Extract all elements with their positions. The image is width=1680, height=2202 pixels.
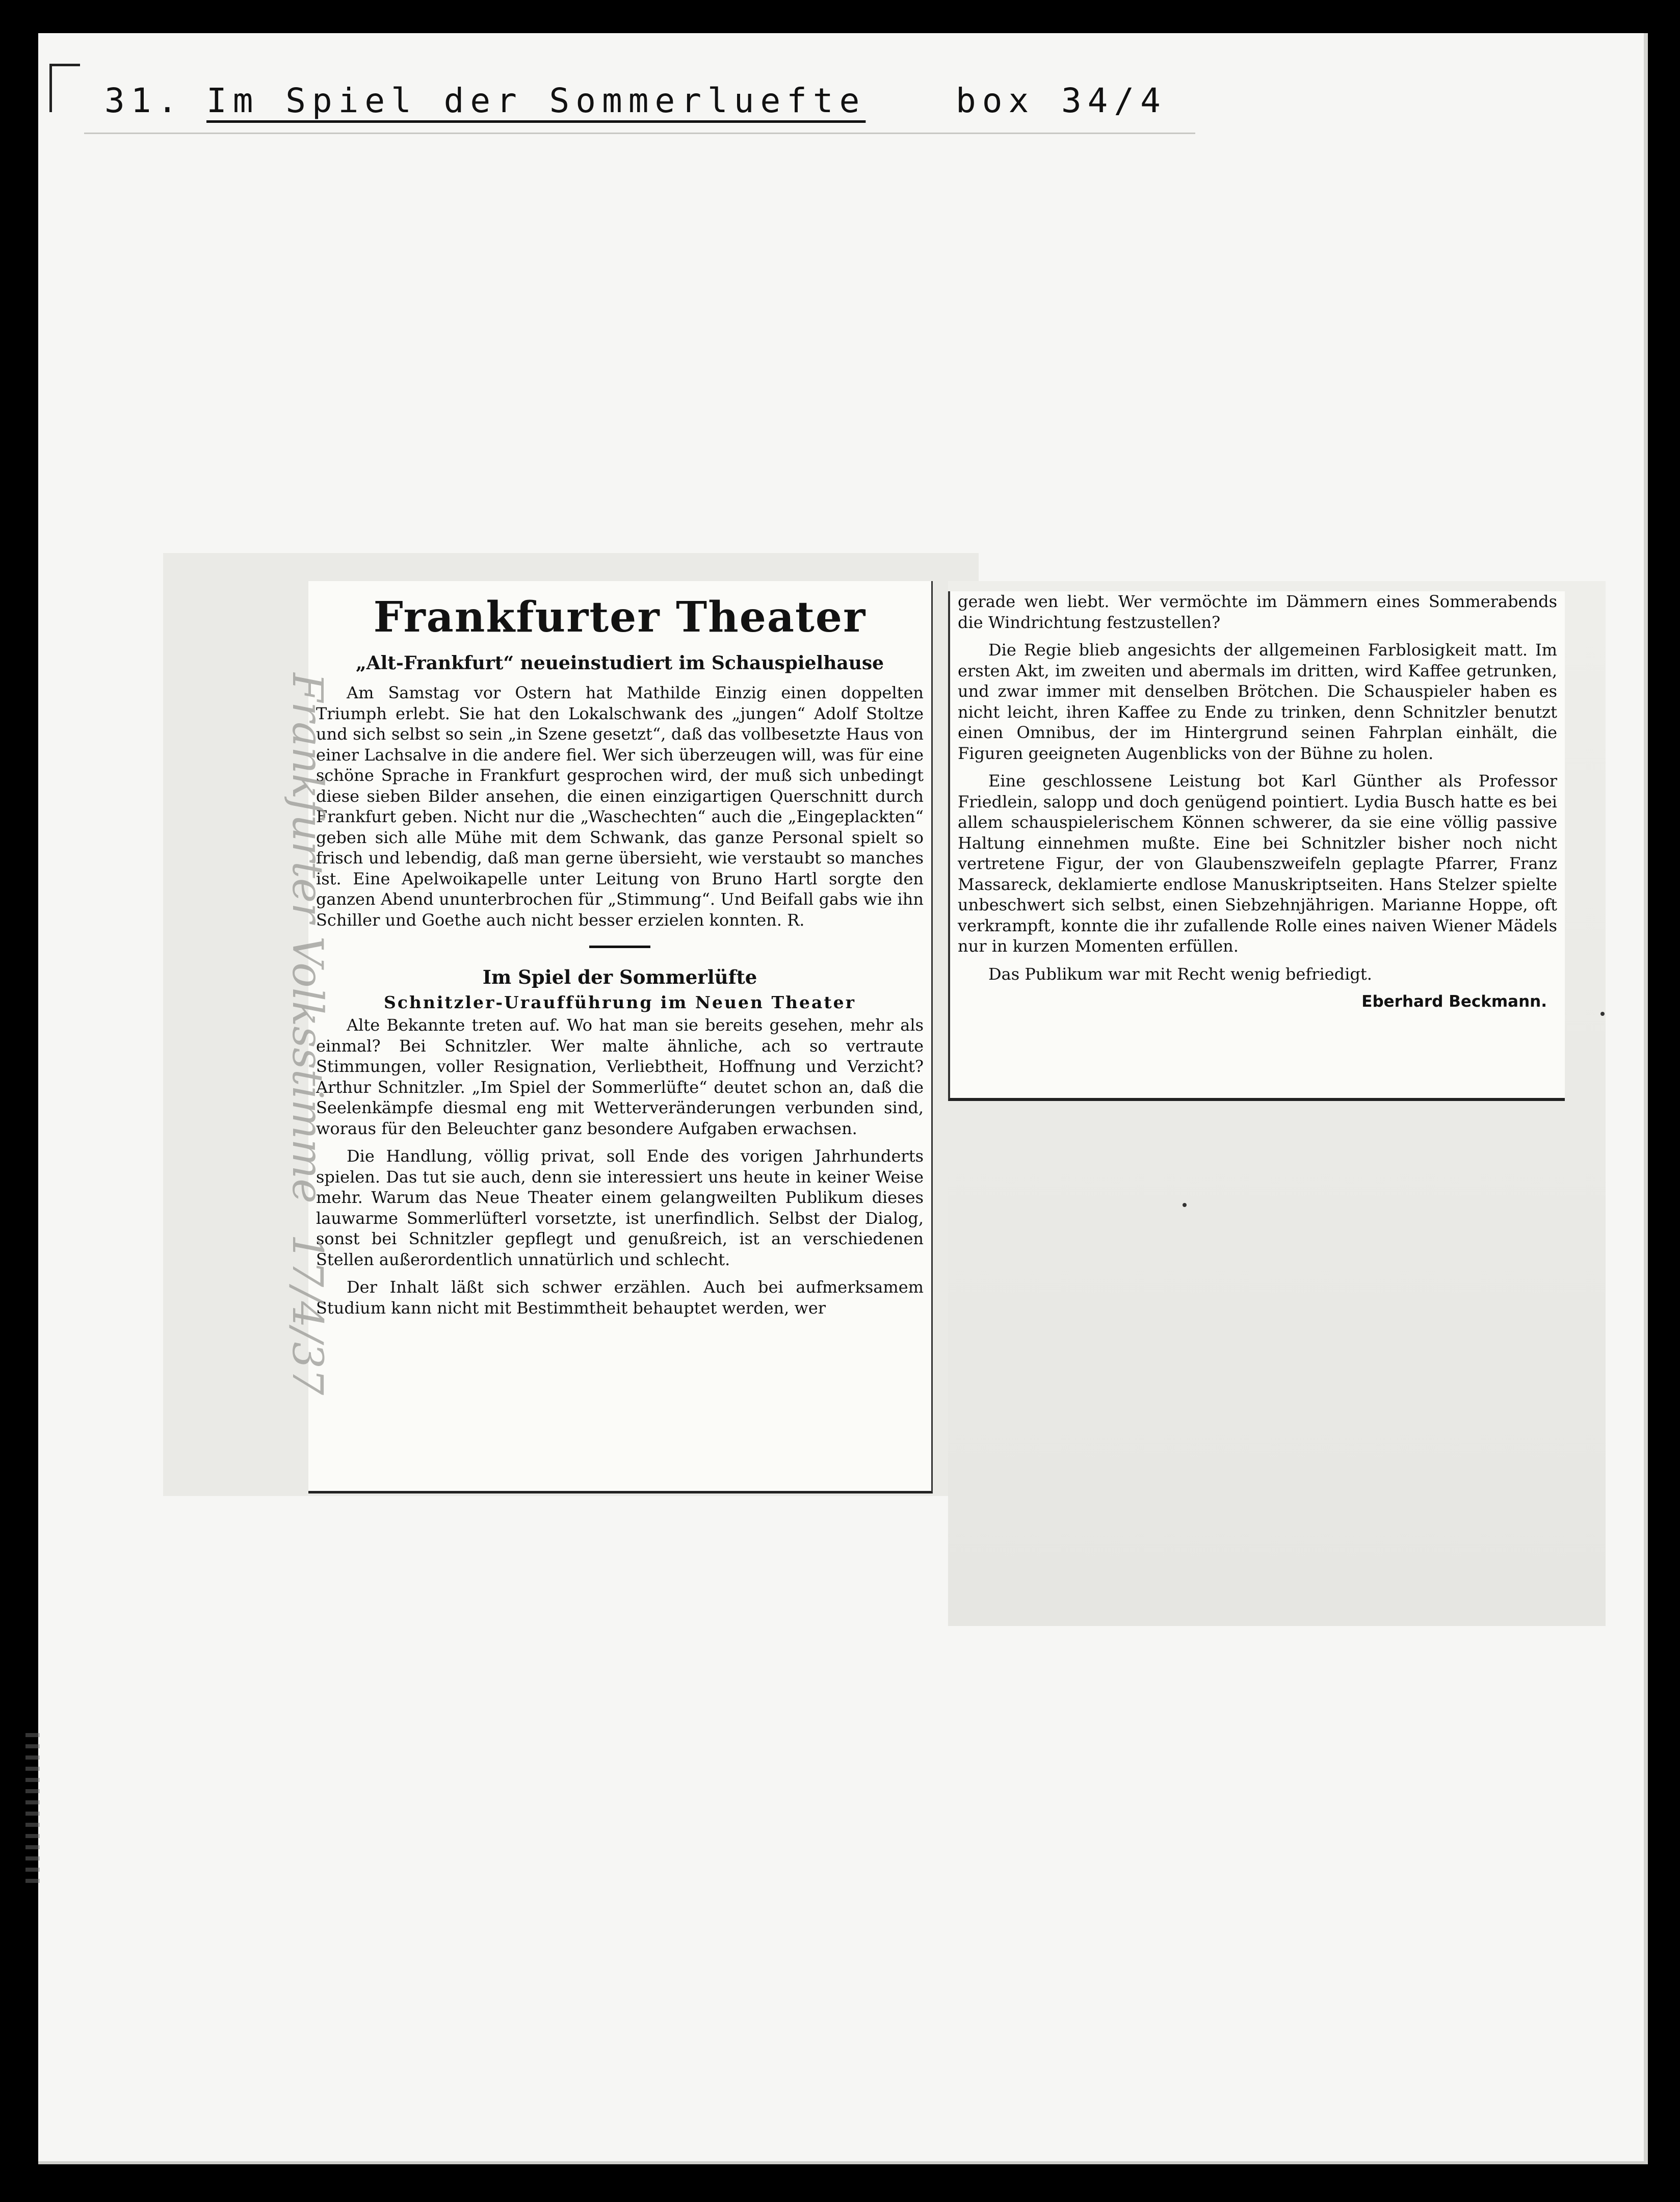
article1-body: Am Samstag vor Ostern hat Mathilde Einzig einen doppelten Triumph erlebt. Sie hat den Lokalschwank des „jungen“ Adolf Stoltze und sich selbst so sein „in Szene gesetzt“, daß das vollbesetzte Haus von einer Lachsalve in die andere fiel. Wer sich überzeugen will, was für eine schöne Sprache in Frankfurt gesprochen wird, der muß sich unbedingt diese sieben Bilder ansehen, die einen einzigartigen Querschnitt durch Frankfurt geben. Nicht nur die „Waschechten“ auch die „Eingeplackten“ geben sich alle Mühe mit dem Schwank, das ganze Personal spielt so frisch und lebendig, daß man gerne übersieht, wie verstaubt so manches ist. Eine Apelwoikapelle unter Leitung von Bruno Hartl sorgte den ganzen Abend ununterbrochen für „Stimmung“. Und Beifall gabs wie ihn Schiller und Goethe auch nicht besser erzielen konnten. R. (316, 683, 924, 930)
article2-paragraph: Der Inhalt läßt sich schwer erzählen. Auch bei aufmerksamem Studium kann nicht mit Bestimmtheit behauptet werden, wer (316, 1277, 924, 1318)
article-divider (589, 946, 650, 948)
box-label: box 34/4 (956, 81, 1167, 120)
handwritten-annotation (275, 673, 331, 1396)
annotation-source: Frankfurter Volksstimme (283, 673, 331, 1203)
masthead: Frankfurter Theater (373, 593, 867, 642)
article2-paragraph: Die Handlung, völlig privat, soll Ende des vorigen Jahrhunderts spielen. Das tut sie auch, denn sie interessiert uns heute in keiner Weise mehr. Warum das Neue Theater einem gelangweilten Publikum dieses lauwarme Sommerlüfterl vorsetzte, ist unerfindlich. Selbst der Dialog, sonst bei Schnitzler gepflegt und genußreich, ist an verschiedenen Stellen außerordentlich unnatürlich und schlecht. (316, 1146, 924, 1269)
article1-headline: „Alt-Frankfurt“ neueinstudiert im Schauspielhause (355, 652, 884, 674)
article2-continuation: Eine geschlossene Leistung bot Karl Günther als Professor Friedlein, salopp und doch genügend pointiert. Lydia Busch hatte es bei allem schauspielerischem Können schwerer, da sie eine völlig passive Haltung einnehmen mußte. Eine bei Schnitzler bisher noch nicht vertretene Figur, der von Glaubenszweifeln geplagte Pfarrer, Franz Massareck, deklamierte endlose Manuskriptseiten. Hans Stelzer spielte unbeschwert sich selbst, einen Siebzehnjährigen. Marianne Hoppe, oft verkrampft, konnte die ihr zufallende Rolle eines naiven Wiener Mädels nur in kurzen Momenten erfüllen. (958, 771, 1557, 956)
clipping-column-left (308, 581, 933, 1493)
article2-paragraph: Alte Bekannte treten auf. Wo hat man sie bereits gesehen, mehr als einmal? Bei Schnitzler. Wer malte ähnliche, ach so vertraute Stimmungen, voller Resignation, Verliebtheit, Hoffnung und Verzicht? Arthur Schnitzler. „Im Spiel der Sommerlüfte“ deutet schon an, daß die Seelenkämpfe diesmal eng mit Wetterveränderungen verbunden sind, woraus für den Beleuchter ganz besondere Aufgaben erwachsen. (316, 1015, 924, 1138)
header-rule (84, 133, 1195, 134)
article2-headline: Im Spiel der Sommerlüfte (482, 966, 757, 988)
corner-mark (49, 64, 80, 112)
article2-continuation: gerade wen liebt. Wer vermöchte im Dämmern eines Sommerabends die Windrichtung festzustellen? (958, 592, 1557, 632)
paper-speck (1600, 1012, 1605, 1016)
edge-specks (25, 1733, 40, 1886)
clipping-column-right (948, 591, 1565, 1101)
entry-title: Im Spiel der Sommerluefte (206, 81, 866, 120)
annotation-date: 17/4/37 (283, 1234, 331, 1396)
author-signature: Eberhard Beckmann. (1361, 992, 1547, 1011)
paper-speck (1183, 1203, 1187, 1207)
entry-number: 31. (104, 81, 184, 120)
header (104, 63, 1167, 139)
article2-continuation: Die Regie blieb angesichts der allgemeinen Farblosigkeit matt. Im ersten Akt, im zweiten und abermals im dritten, wird Kaffee getrunken, und zwar immer mit denselben Brötchen. Die Schauspieler haben es nicht leicht, ihren Kaffee zu Ende zu trinken, denn Schnitzler benutzt einen Omnibus, der im Hintergrund seinen Fahrplan einhält, die Figuren geeigneten Augenblicks von der Bühne zu holen. (958, 640, 1557, 763)
article2-continuation: Das Publikum war mit Recht wenig befriedigt. (988, 964, 1372, 984)
article2-subheadline: Schnitzler-Uraufführung im Neuen Theater (383, 992, 856, 1012)
